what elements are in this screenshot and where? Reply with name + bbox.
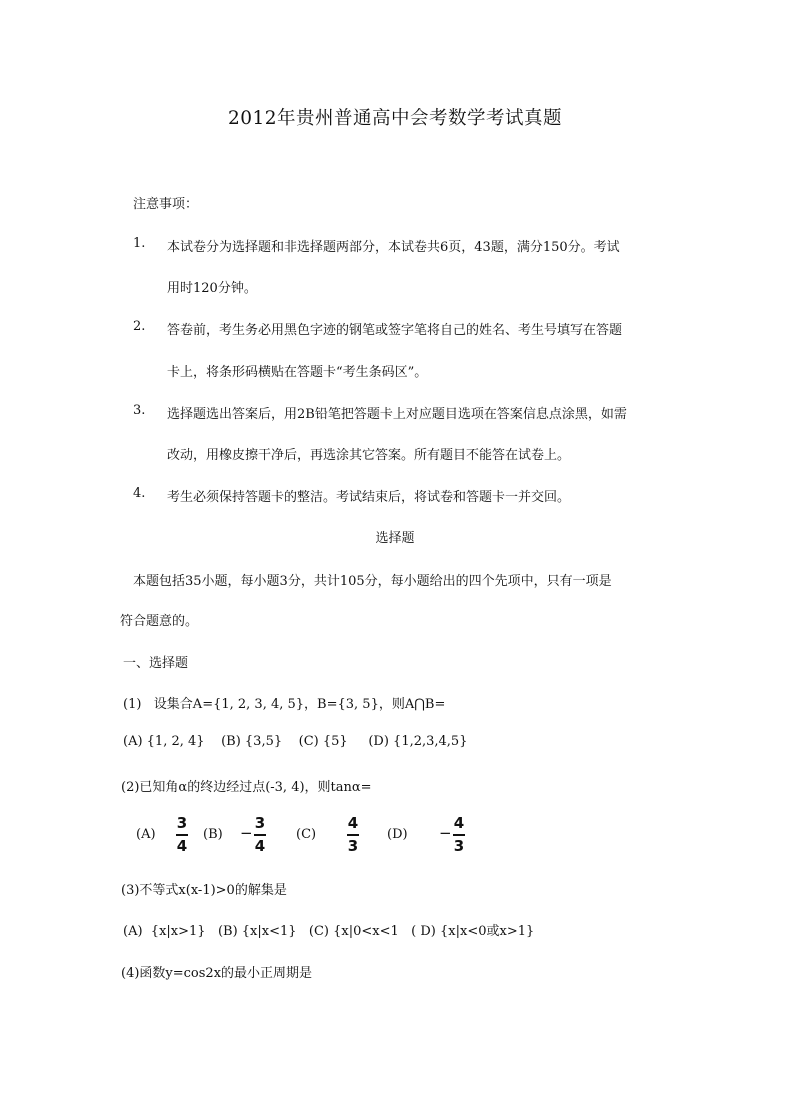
fraction-numerator: 4	[347, 814, 359, 832]
fraction-option-d	[453, 816, 465, 854]
fraction-bar	[254, 834, 266, 836]
fraction-numerator: 3	[176, 814, 188, 832]
note-text: 答卷前，考生务必用黑色字迹的钢笔或签字笔将自己的姓名、考生号填写在答题	[167, 323, 623, 338]
part-heading: 一、选择题	[123, 656, 189, 671]
fraction-denominator: 4	[176, 837, 188, 855]
fraction-option-c	[347, 816, 359, 854]
note-number: 1.	[133, 236, 146, 251]
minus-sign: −	[439, 824, 452, 842]
option-label: (D)	[387, 827, 408, 842]
fraction-numerator: 4	[453, 814, 465, 832]
note-text: 改动，用橡皮擦干净后，再选涂其它答案。所有题目不能答在试卷上。	[167, 448, 571, 463]
question-3-options: (A) {x|x>1} (B) {x|x<1} (C) {x|0<x<1 ( D) {x|x<0或x>1}	[123, 924, 535, 939]
fraction-bar	[176, 834, 188, 836]
note-number: 3.	[133, 403, 146, 418]
fraction-option-b	[254, 816, 266, 854]
section-intro: 本题包括35小题，每小题3分，共计105分，每小题给出的四个先项中，只有一项是	[133, 574, 612, 589]
note-text: 卡上，将条形码横贴在答题卡“考生条码区”。	[167, 365, 428, 380]
fraction-denominator: 3	[347, 837, 359, 855]
option-label: (A)	[136, 827, 156, 842]
fraction-denominator: 4	[254, 837, 266, 855]
question-1-stem: (1) 设集合A={1, 2, 3, 4, 5}，B={3, 5}，则A⋂B=	[123, 697, 446, 712]
fraction-bar	[347, 834, 359, 836]
fraction-bar	[453, 834, 465, 836]
section-heading: 选择题	[375, 531, 415, 546]
question-3-stem: (3)不等式x(x-1)>0的解集是	[121, 883, 287, 898]
question-2-stem: (2)已知角α的终边经过点(-3, 4)，则tanα=	[121, 780, 372, 795]
note-text: 考生必须保持答题卡的整洁。考试结束后，将试卷和答题卡一并交回。	[167, 490, 571, 505]
note-number: 4.	[133, 486, 146, 501]
option-label: (C)	[296, 827, 317, 842]
note-text: 用时120分钟。	[167, 281, 257, 296]
question-4-stem: (4)函数y=cos2x的最小正周期是	[121, 966, 313, 981]
option-label: (B)	[203, 827, 223, 842]
section-intro-cont: 符合题意的。	[120, 614, 199, 629]
note-text: 选择题选出答案后，用2B铅笔把答题卡上对应题目选项在答案信息点涂黑，如需	[167, 407, 627, 422]
note-text: 本试卷分为选择题和非选择题两部分，本试卷共6页，43题，满分150分。考试	[167, 240, 620, 255]
page-title: 2012年贵州普通高中会考数学考试真题	[227, 108, 563, 129]
question-1-options: (A) {1, 2, 4} (B) {3,5} (C) {5} (D) {1,2,3,4,5}	[123, 734, 468, 749]
minus-sign: −	[240, 824, 253, 842]
fraction-denominator: 3	[453, 837, 465, 855]
notes-heading: 注意事项：	[133, 197, 199, 212]
note-number: 2.	[133, 319, 146, 334]
fraction-option-a	[176, 816, 188, 854]
fraction-numerator: 3	[254, 814, 266, 832]
